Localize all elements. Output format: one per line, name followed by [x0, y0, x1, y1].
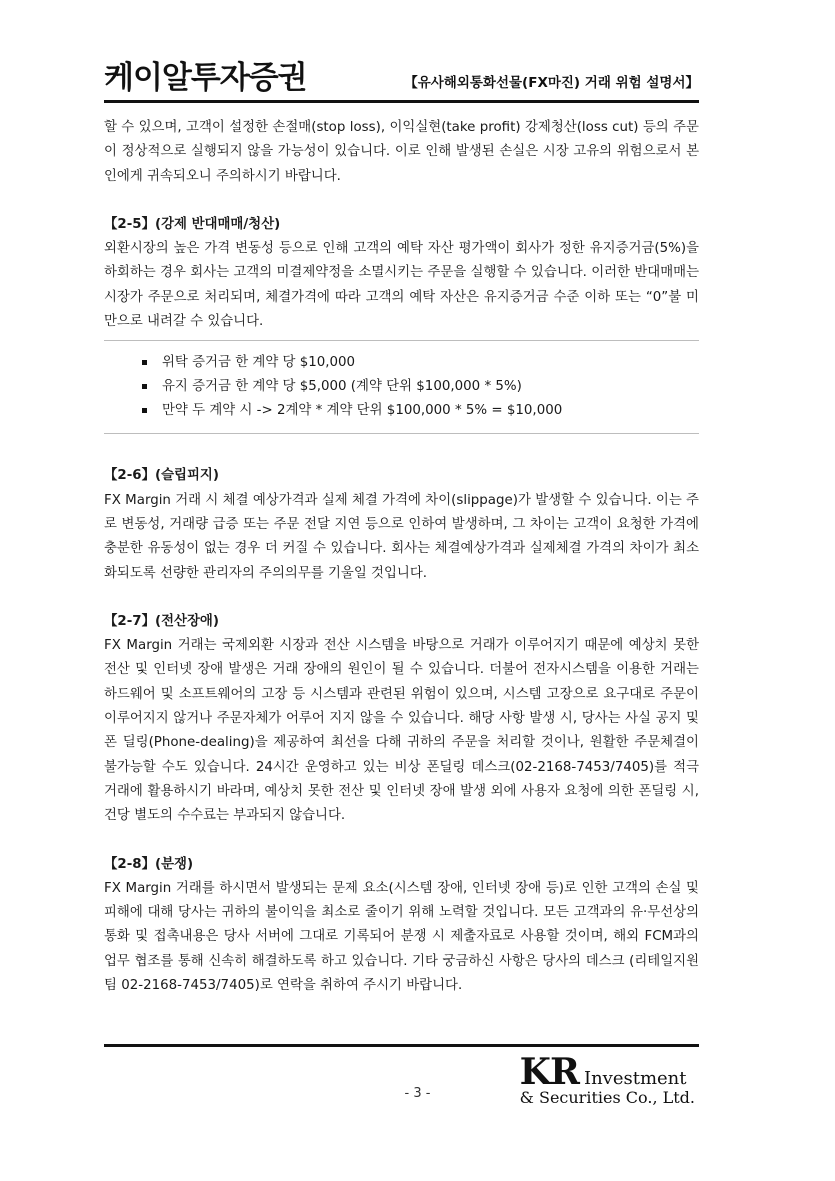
section-heading-2-6: 【2-6】(슬립피지) [104, 468, 219, 484]
margin-example-list [104, 351, 699, 423]
margin-example-box [104, 340, 699, 434]
list-item: 만약 두 계약 시 -> 2계약 * 계약 단위 $100,000 * 5% = $10,000 [142, 399, 699, 423]
logo-investment-text: Investment [583, 1068, 687, 1089]
section-heading-2-5: 【2-5】(강제 반대매매/청산) [104, 216, 281, 232]
section-body-2-6: FX Margin 거래 시 체결 예상가격과 실제 체결 가격에 차이(slippage)가 발생할 수 있습니다. 이는 주로 변동성, 거래량 급증 또는 주문 전달 지연 등으로 인하여 발생하며, 그 차이는 고객이 요청한 가격에 충분한 유동성이 없는 경우 더 커질 수 있습니다. 회사는 체결예상가격과 실제체결 가격의 차이가 최소화되도록 선량한 관리자의 주의의무를 기울일 것입니다. [104, 492, 699, 581]
logo-securities-text: & Securities Co., Ltd. [519, 1088, 695, 1107]
header-divider [104, 100, 699, 103]
square-bullet-icon [142, 384, 147, 389]
company-logo [519, 1051, 695, 1107]
section-body-2-8: FX Margin 거래를 하시면서 발생되는 문제 요소(시스템 장애, 인터넷 장애 등)로 인한 고객의 손실 및 피해에 대해 당사는 귀하의 불이익을 최소로 줄이기 위해 노력할 것입니다. 모든 고객과의 유·무선상의 통화 및 접촉내용은 당사 서버에 그대로 기록되어 분쟁 시 제출자료로 사용할 것이며, 해외 FCM과의 업무 협조를 통해 신속히 해결하도록 하고 있습니다. 기타 궁금하신 사항은 당사의 데스크 (리테일지원팀 02-2168-7453/7405)로 연락을 취하여 주시기 바랍니다. [104, 880, 699, 994]
page-number: - 3 - [404, 1086, 431, 1101]
document-title: 【유사해외통화선물(FX마진) 거래 위험 설명서】 [404, 75, 699, 91]
list-item: 위탁 증거금 한 계약 당 $10,000 [142, 351, 699, 375]
footer-divider [104, 1044, 699, 1047]
page-content [104, 116, 699, 998]
brand-name: 케이알투자증권 [104, 60, 307, 96]
square-bullet-icon [142, 360, 147, 365]
logo-kr-mark: KR [519, 1051, 579, 1093]
section-heading-2-7: 【2-7】(전산장애) [104, 613, 219, 629]
list-item: 유지 증거금 한 계약 당 $5,000 (계약 단위 $100,000 * 5%) [142, 375, 699, 399]
page-header [104, 58, 699, 98]
section-body-2-7: FX Margin 거래는 국제외환 시장과 전산 시스템을 바탕으로 거래가 이루어지기 때문에 예상치 못한 전산 및 인터넷 장애 발생은 거래 장애의 원인이 될 수 있습니다. 더불어 전자시스템을 이용한 거래는 하드웨어 및 소프트웨어의 고장 등 시스템과 관련된 위험이 있으며, 시스템 고장으로 요구대로 주문이 이루어지지 않거나 주문자체가 어루어 지지 않을 수 있습니다. 해당 사항 발생 시, 당사는 사실 공지 및 폰 딜링(Phone-dealing)을 제공하여 최선을 다해 귀하의 주문을 처리할 것이나, 원활한 주문체결이 불가능할 수도 있습니다. 24시간 운영하고 있는 비상 폰딜링 데스크(02-2168-7453/7405)를 적극 거래에 활용하시기 바라며, 예상치 못한 전산 및 인터넷 장애 발생 외에 사용자 요청에 의한 폰딜링 시, 건당 별도의 수수료는 부과되지 않습니다. [104, 638, 699, 824]
intro-paragraph: 할 수 있으며, 고객이 설정한 손절매(stop loss), 이익실현(take profit) 강제청산(loss cut) 등의 주문이 정상적으로 실행되지 않을 가능성이 있습니다. 이로 인해 발생된 손실은 시장 고유의 위험으로서 본인에게 귀속되오니 주의하시기 바랍니다. [104, 120, 699, 184]
section-body-2-5: 외환시장의 높은 가격 변동성 등으로 인해 고객의 예탁 자산 평가액이 회사가 정한 유지증거금(5%)을 하회하는 경우 회사는 고객의 미결제약정을 소멸시키는 주문을 실행할 수 있습니다. 이러한 반대매매는 시장가 주문으로 처리되며, 체결가격에 따라 고객의 예탁 자산은 유지증거금 수준 이하 또는 “0”불 미만으로 내려갈 수 있습니다. [104, 241, 699, 330]
square-bullet-icon [142, 408, 147, 413]
section-heading-2-8: 【2-8】(분쟁) [104, 856, 194, 872]
